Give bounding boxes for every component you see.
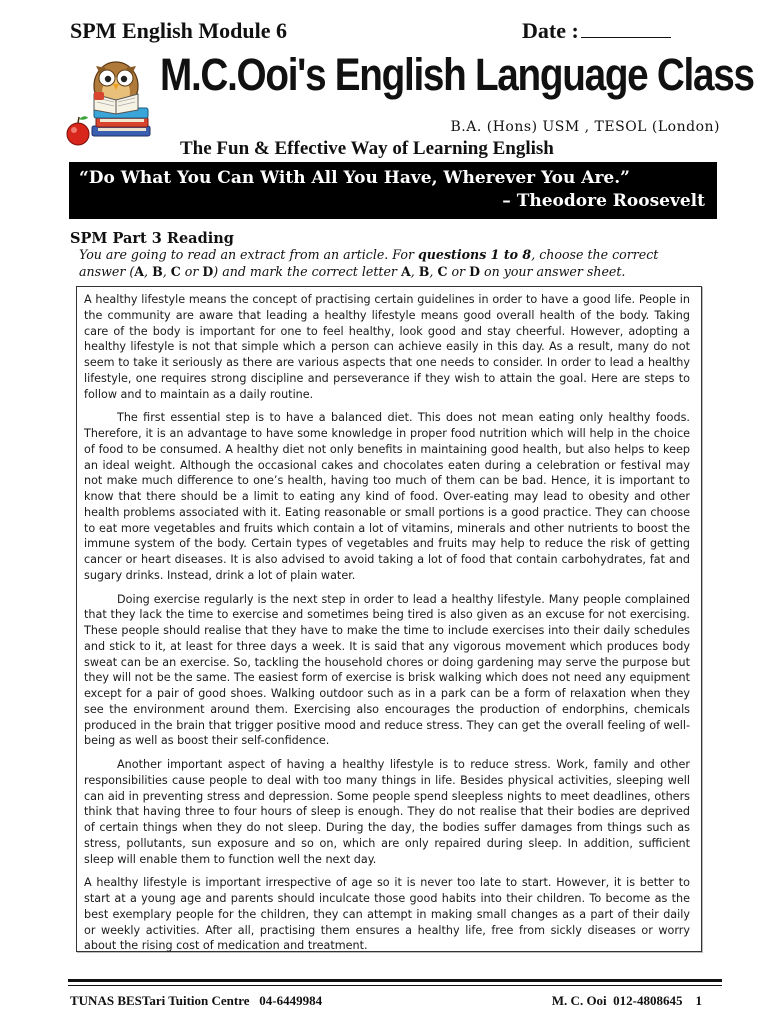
option-letter: D [469, 263, 480, 279]
owl-reading-on-books-with-apple-icon [64, 54, 156, 154]
module-title: SPM English Module 6 [70, 18, 287, 43]
instructions-text: on your answer sheet. [480, 263, 626, 279]
credentials: B.A. (Hons) USM , TESOL (London) [450, 119, 720, 135]
separator: or [447, 263, 470, 279]
questions-range: questions 1 to 8 [417, 247, 532, 262]
date-label: Date : [522, 18, 579, 43]
separator: , [144, 263, 153, 279]
article-text [84, 292, 690, 962]
footer-contact-page: M. C. Ooi 012-4808645 1 [551, 993, 702, 1008]
option-letter: D [202, 263, 214, 279]
option-letter: A [134, 263, 145, 279]
quote-text: “Do What You Can With All You Have, Wherever You Are.” [79, 168, 630, 188]
date-blank-line [581, 19, 671, 38]
article-paragraph: A healthy lifestyle means the concept of practising certain guidelines in order to have a good life. People in the community are aware that leading a healthy lifestyle means good overall health of the body. Taking care of the body is important for one to feel healthy, look good and stay cheerful. However, adopting a healthy lifestyle is not that simple which a person can achieve easily in this day. As a result, many do not seem to take it seriously as there are various aspects that one needs to consider. In order to lead a healthy lifestyle, one requires strong discipline and perseverance if they wish to attain the goal. Here are steps to follow and to maintain as a daily routine. [84, 293, 690, 401]
article-box [76, 286, 702, 952]
article-paragraph: Another important aspect of having a healthy lifestyle is to reduce stress. Work, family and other responsibilities cause people to deal with too many things in life. Besides physical activities, sleeping well can aid in preventing stress and depression. Some people spend sleepless nights to meet deadlines, others think that having three to four hours of sleep is enough. They do not realise that their bodies are deprived of certain things when they do not sleep. During the day, the bodies suffer damages from things such as stress, pollutants, sun exposure and so on, which are only repaired during sleep. In addition, sufficient sleep will enable them to function well the next day. [84, 758, 690, 866]
separator: , [410, 263, 419, 279]
instructions [79, 247, 705, 280]
instructions-text: You are going to read an extract from an article. For [79, 247, 418, 262]
footer-divider [68, 979, 722, 982]
footer-divider [68, 985, 722, 986]
tagline: The Fun & Effective Way of Learning English [180, 138, 554, 159]
quote-author: – Theodore Roosevelt [502, 191, 705, 211]
option-letter: B [418, 263, 430, 279]
option-letter: B [152, 263, 163, 279]
option-letter: C [170, 263, 181, 279]
footer-centre-info: TUNAS BESTari Tuition Centre 04-6449984 [70, 993, 323, 1008]
quote-banner [69, 162, 717, 219]
separator: , [162, 263, 171, 279]
separator: , [429, 263, 438, 279]
brand-title: M.C.Ooi's English Language Class [160, 49, 754, 100]
date-field [522, 18, 671, 44]
instructions-text: ) and mark the correct letter [213, 263, 401, 279]
instructions-text: , choose the correct answer ( [79, 247, 659, 279]
option-letter: A [400, 263, 411, 279]
article-paragraph: A healthy lifestyle is important irrespective of age so it is never too late to start. However, it is better to start at a young age and parents should inculcate those good habits into their children. To become as the best exemplary people for the children, they can attempt in making small changes as a part of their daily or weekly activities. After all, practising them ensures a healthy life, free from sickly diseases or worry about the rising cost of medication and treatment. [84, 876, 690, 953]
section-title: SPM Part 3 Reading [70, 230, 234, 247]
option-letter: C [437, 263, 448, 279]
article-paragraph: Doing exercise regularly is the next step in order to lead a healthy lifestyle. Many people complained that they lack the time to exercise and sometimes being tired is also given as an excuse for not exercising. These people should realise that they have to make the time to include exercises into their daily schedules and stick to it, at least for three days a week. It is said that any vigorous movement which produces body sweat can be an exercise. So, tackling the household chores or doing gardening may serve the purpose but they will not be the same. The easiest form of exercise is brisk walking which does not need any equipment except for a pair of good shoes. Walking outdoor such as in a park can be a form of relaxation when they see the environment around them. Exercising also encourages the production of endorphins, chemicals produced in the brain that trigger positive mood and reduce stress. They can get the overall feeling of well-being as well as boost their self-confidence. [84, 592, 690, 748]
separator: or [180, 263, 203, 279]
article-paragraph: The first essential step is to have a balanced diet. This does not mean eating only healthy foods. Therefore, it is an advantage to have some knowledge in proper food nutrition which will help in the choice of food to be consumed. A healthy diet not only benefits in maintaining good health, but also helps to keep an ideal weight. Although the occasional cakes and chocolates eaten during a celebration or festival may not make much difference to one’s health, having too much of them can be bad. Hence, it is important to know that there should be a limit to eating any kind of food. Over-eating may lead to obesity and other health problems associated with it. Eating reasonable or small portions is a good practice. They can choose to eat more vegetables and fruits which contain a lot of vitamins, minerals and other nutrients to boost the immune system of the body. Certain types of vegetables and fruits may help to reduce the risk of getting cancer or heart diseases. It is also advised to avoid taking a lot of food that contain carbohydrates, fat and sugary drinks. Instead, drink a lot of plain water. [84, 411, 690, 582]
